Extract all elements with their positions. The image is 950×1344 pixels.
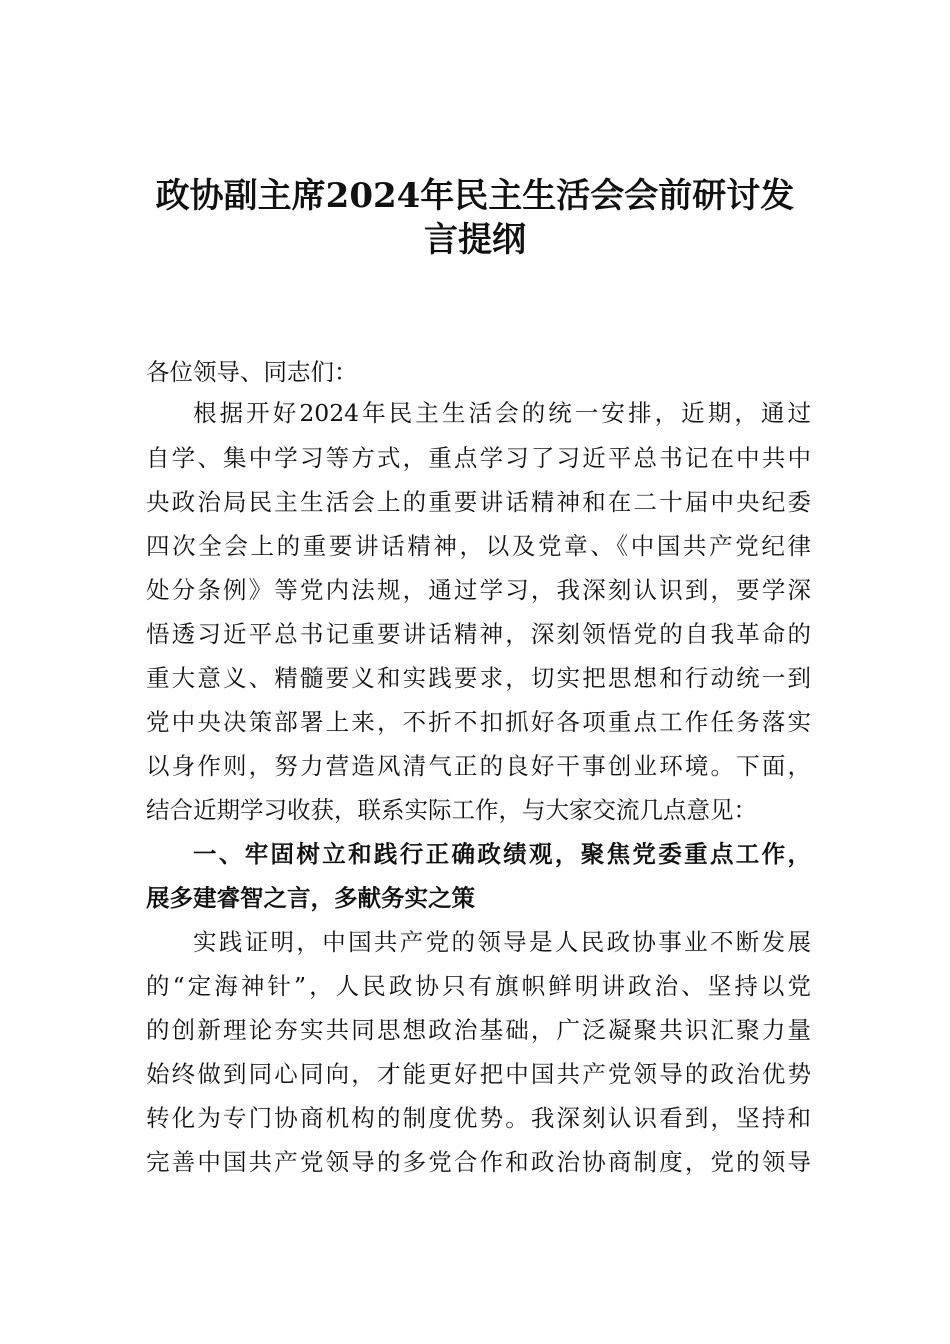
paragraph-2-line: 实践证明，中国共产党的领导是人民政协事业不断发展 — [193, 928, 811, 956]
paragraph-1-line: 结合近期学习收获，联系实际工作，与大家交流几点意见： — [146, 796, 757, 824]
paragraph-1-line: 四次全会上的重要讲话精神，以及党章、《中国共产党纪律 — [146, 532, 811, 560]
paragraph-1-line: 以身作则，努力营造风清气正的良好干事创业环境。下面， — [146, 752, 811, 780]
paragraph-2-line: 的“定海神针”，人民政协只有旗帜鲜明讲政治、坚持以党 — [146, 972, 811, 1000]
greeting: 各位领导、同志们： — [146, 358, 358, 386]
paragraph-1-line: 处分条例》等党内法规，通过学习，我深刻认识到，要学深 — [146, 576, 811, 604]
paragraph-2-line: 转化为专门协商机构的制度优势。我深刻认识看到，坚持和 — [146, 1104, 811, 1132]
paragraph-1-line: 党中央决策部署上来，不折不扣抓好各项重点工作任务落实 — [146, 708, 811, 736]
paragraph-1-line: 重大意义、精髓要义和实践要求，切实把思想和行动统一到 — [146, 664, 811, 692]
paragraph-2-line: 的创新理论夯实共同思想政治基础，广泛凝聚共识汇聚力量 — [146, 1016, 811, 1044]
section-1-heading: 一、牢固树立和践行正确政绩观，聚焦党委重点工作， — [193, 840, 811, 868]
section-1-heading: 展多建睿智之言，多献务实之策 — [146, 884, 475, 912]
paragraph-1-line: 央政治局民主生活会上的重要讲话精神和在二十届中央纪委 — [146, 488, 811, 516]
document-title-line-2: 言提纲 — [424, 220, 526, 260]
paragraph-1-line: 根据开好2024年民主生活会的统一安排，近期，通过 — [193, 399, 811, 427]
paragraph-2-line: 完善中国共产党领导的多党合作和政治协商制度，党的领导 — [146, 1148, 811, 1176]
paragraph-2-line: 始终做到同心同向，才能更好把中国共产党领导的政治优势 — [146, 1060, 811, 1088]
paragraph-1-line: 自学、集中学习等方式，重点学习了习近平总书记在中共中 — [146, 444, 811, 472]
document-title-line-1: 政协副主席2024年民主生活会会前研讨发 — [155, 176, 795, 216]
paragraph-1-line: 悟透习近平总书记重要讲话精神，深刻领悟党的自我革命的 — [146, 620, 811, 648]
